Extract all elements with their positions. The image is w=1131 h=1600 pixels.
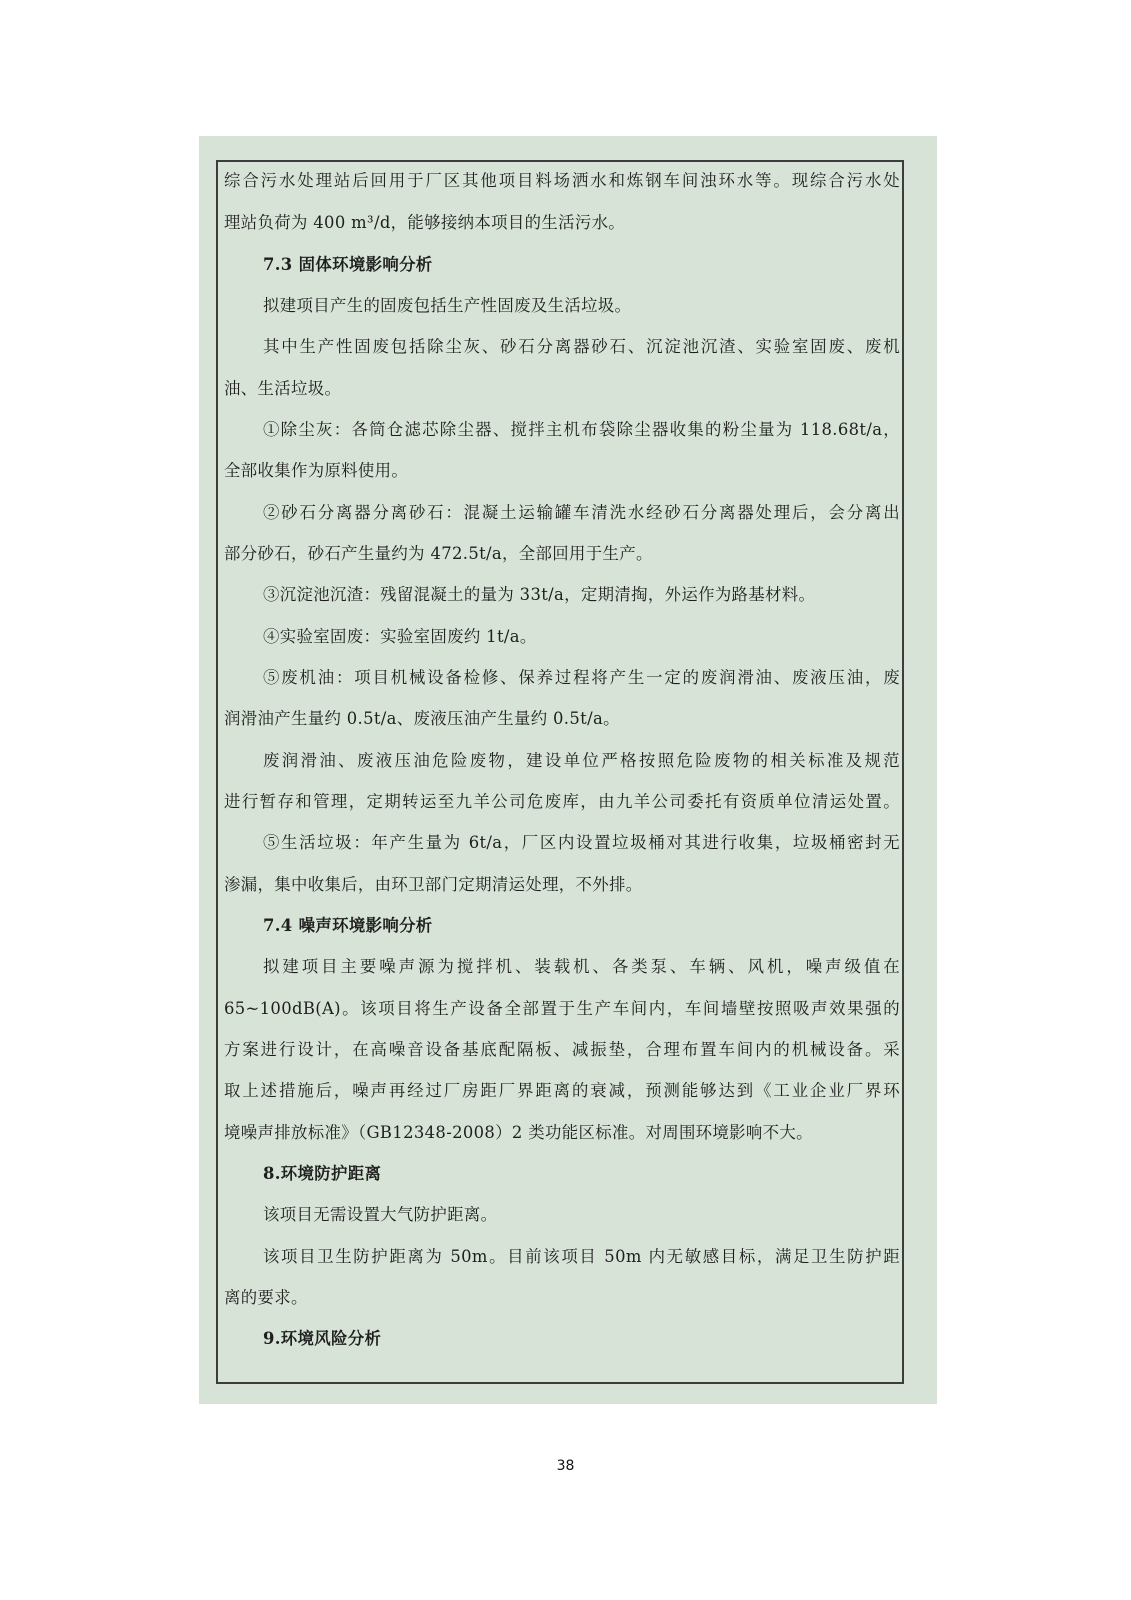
text-line: 离的要求。 bbox=[224, 1288, 308, 1307]
text-line: 油、生活垃圾。 bbox=[224, 379, 342, 398]
text-line: 润滑油产生量约 0.5t/a、废液压油产生量约 0.5t/a。 bbox=[224, 709, 620, 728]
text-line: 渗漏，集中收集后，由环卫部门定期清运处理，不外排。 bbox=[224, 875, 643, 894]
section-heading: 9.环境风险分析 bbox=[263, 1329, 382, 1348]
text-line: 65~100dB(A)。该项目将生产设备全部置于生产车间内，车间墙壁按照吸声效果强的 bbox=[224, 999, 900, 1018]
text-line: ⑤生活垃圾：年产生量为 6t/a，厂区内设置垃圾桶对其进行收集，垃圾桶密封无 bbox=[263, 833, 900, 852]
text-line: ①除尘灰：各筒仓滤芯除尘器、搅拌主机布袋除尘器收集的粉尘量为 118.68t/a， bbox=[263, 420, 900, 439]
text-line: 废润滑油、废液压油危险废物，建设单位严格按照危险废物的相关标准及规范 bbox=[263, 751, 900, 770]
text-line: 拟建项目产生的固废包括生产性固废及生活垃圾。 bbox=[263, 296, 632, 315]
text-line: ③沉淀池沉渣：残留混凝土的量为 33t/a，定期清掏，外运作为路基材料。 bbox=[263, 585, 816, 604]
text-line: 全部收集作为原料使用。 bbox=[224, 461, 409, 480]
text-line: ②砂石分离器分离砂石：混凝土运输罐车清洗水经砂石分离器处理后，会分离出 bbox=[263, 503, 900, 522]
section-heading: 7.3 固体环境影响分析 bbox=[263, 255, 433, 274]
text-line: 方案进行设计，在高噪音设备基底配隔板、减振垫，合理布置车间内的机械设备。采 bbox=[224, 1040, 900, 1059]
text-line: 该项目无需设置大气防护距离。 bbox=[263, 1205, 498, 1224]
text-line: 理站负荷为 400 m³/d，能够接纳本项目的生活污水。 bbox=[224, 213, 626, 232]
text-line: ⑤废机油：项目机械设备检修、保养过程将产生一定的废润滑油、废液压油，废 bbox=[263, 668, 900, 687]
text-line: 拟建项目主要噪声源为搅拌机、装载机、各类泵、车辆、风机，噪声级值在 bbox=[263, 957, 900, 976]
section-heading: 7.4 噪声环境影响分析 bbox=[263, 916, 433, 935]
text-line: 境噪声排放标准》（GB12348-2008）2 类功能区标准。对周围环境影响不大。 bbox=[224, 1123, 813, 1142]
text-line: 进行暂存和管理，定期转运至九羊公司危废库，由九羊公司委托有资质单位清运处置。 bbox=[224, 792, 900, 811]
text-line: 综合污水处理站后回用于厂区其他项目料场洒水和炼钢车间浊环水等。现综合污水处 bbox=[224, 171, 900, 190]
text-line: 部分砂石，砂石产生量约为 472.5t/a，全部回用于生产。 bbox=[224, 544, 653, 563]
text-line: 其中生产性固废包括除尘灰、砂石分离器砂石、沉淀池沉渣、实验室固废、废机 bbox=[263, 337, 900, 356]
text-line: ④实验室固废：实验室固废约 1t/a。 bbox=[263, 627, 537, 646]
text-line: 取上述措施后，噪声再经过厂房距厂界距离的衰减，预测能够达到《工业企业厂界环 bbox=[224, 1081, 900, 1100]
text-line: 该项目卫生防护距离为 50m。目前该项目 50m 内无敏感目标，满足卫生防护距 bbox=[263, 1247, 900, 1266]
section-heading: 8.环境防护距离 bbox=[263, 1164, 382, 1183]
page-number: 38 bbox=[556, 1458, 575, 1474]
